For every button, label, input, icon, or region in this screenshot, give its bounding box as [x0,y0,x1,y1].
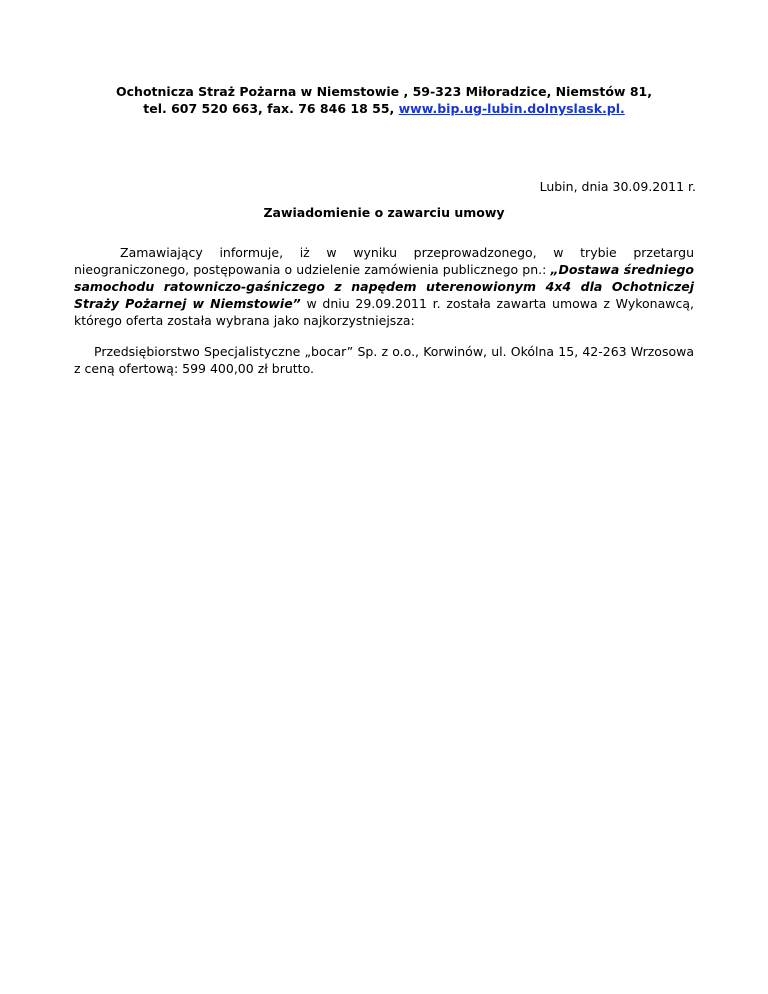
letterhead-line-2 [74,100,694,117]
notice-paragraph [74,244,694,329]
bip-website-link[interactable]: www.bip.ug-lubin.dolnyslask.pl. [398,101,625,116]
place-and-date: Lubin, dnia 30.09.2011 r. [539,179,696,194]
contact-details: tel. 607 520 663, fax. 76 846 18 55, [143,101,399,116]
notice-outro: w dniu 29.09.2011 r. została zawarta umowa z Wykonawcą, którego oferta została wybrana jako najkorzystniejsza: [74,296,694,328]
document-title: Zawiadomienie o zawarciu umowy [263,205,505,220]
letterhead-line-1: Ochotnicza Straż Pożarna w Niemstowie , 59-323 Miłoradzice, Niemstów 81, [116,84,652,99]
letterhead [74,83,694,117]
notice-intro: Zamawiający informuje, iż w wyniku przeprowadzonego, w trybie przetargu nieograniczonego, postępowania o udzielenie zamówienia publicznego pn.: [74,245,694,277]
procurement-subject: „Dostawa średniego samochodu ratowniczo-gaśniczego z napędem uterenowionym 4x4 dla Ochotniczej Straży Pożarnej w Niemstowie” [74,262,694,311]
contractor-paragraph: Przedsiębiorstwo Specjalistyczne „bocar” Sp. z o.o., Korwinów, ul. Okólna 15, 42-263 Wrzosowa z ceną ofertową: 599 400,00 zł brutto. [74,344,694,376]
